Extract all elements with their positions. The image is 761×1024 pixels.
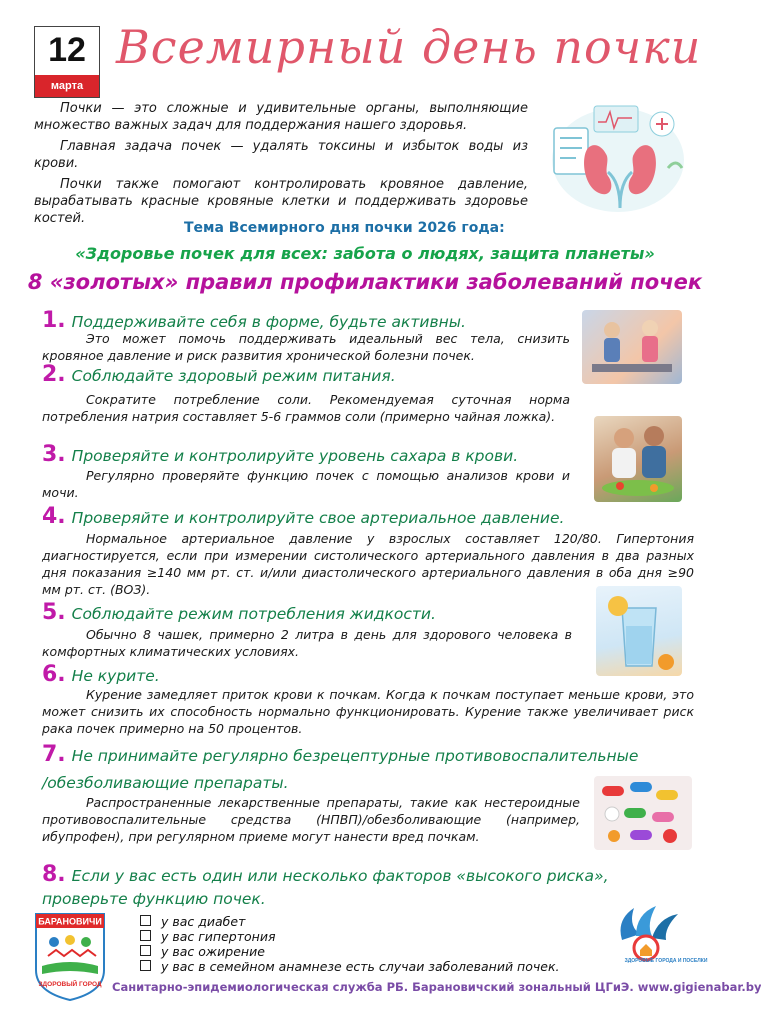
date-month: марта xyxy=(35,75,99,97)
checkbox-icon xyxy=(140,960,151,971)
rule-3-body xyxy=(42,467,570,501)
rule-heading-text: Проверяйте и контролируйте уровень сахара в крови. xyxy=(71,447,519,465)
rule-7-body xyxy=(42,794,580,845)
rule-heading-text: Поддерживайте себя в форме, будьте активны. xyxy=(71,313,466,331)
rule-body-text: Нормальное артериальное давление у взрослых составляет 120/80. Гипертония диагностируется, если при измерении систолического артериального давления в два разных дня показания ≥140 мм рт. ст. и/или диастолического артериального давления в оба дня ≥90 мм рт. ст. (ВОЗ). xyxy=(42,531,694,597)
rule-8-heading xyxy=(42,862,609,887)
checklist-item xyxy=(140,944,559,959)
rule-body-text: Регулярно проверяйте функцию почек с помощью анализов крови и мочи. xyxy=(42,468,570,500)
theme-label: Тема Всемирного дня почки 2026 года: xyxy=(184,220,505,236)
rule-number: 2. xyxy=(42,362,66,387)
rule-4-heading xyxy=(42,504,564,529)
rule-7-heading-cont: /обезболивающие препараты. xyxy=(42,774,289,792)
rule-number: 3. xyxy=(42,442,66,467)
checklist-text: у вас ожирение xyxy=(161,944,265,959)
rule-body-text: Курение замедляет приток крови к почкам. Когда к почкам поступает меньше крови, это может снизить их способность нормально функционировать. Курение также увеличивает риск рака почек примерно на 50 процентов. xyxy=(42,687,694,736)
rule-3-heading xyxy=(42,442,518,467)
baranovichi-logo xyxy=(34,912,106,1002)
rule-number: 5. xyxy=(42,600,66,625)
checklist-item xyxy=(140,914,559,929)
rule-5-body xyxy=(42,626,572,660)
intro-text: Главная задача почек — удалять токсины и избыток воды из крови. xyxy=(34,139,528,171)
rule-number: 7. xyxy=(42,742,66,767)
rule-heading-text: Не принимайте регулярно безрецептурные противовоспалительные xyxy=(71,747,639,765)
checklist-text: у вас гипертония xyxy=(161,929,276,944)
date-badge xyxy=(34,26,100,98)
rule-5-heading xyxy=(42,600,436,625)
intro-paragraph-1 xyxy=(34,100,528,134)
healthy-cities-logo xyxy=(606,900,708,974)
rules-title: 8 «золотых» правил профилактики заболеваний почек xyxy=(27,270,703,294)
pills-photo xyxy=(594,776,692,850)
rule-number: 1. xyxy=(42,308,66,333)
checklist-item xyxy=(140,929,559,944)
logo-left-top: БАРАНОВИЧИ xyxy=(38,916,102,927)
rule-heading-text: Если у вас есть один или несколько факторов «высокого риска», xyxy=(71,867,609,885)
theme-text: «Здоровье почек для всех: забота о людях, защита планеты» xyxy=(75,244,655,263)
checkbox-icon xyxy=(140,945,151,956)
rule-heading-text: Проверяйте и контролируйте свое артериальное давление. xyxy=(71,509,565,527)
healthy-food-photo xyxy=(594,416,682,502)
checkbox-icon xyxy=(140,915,151,926)
rule-number: 6. xyxy=(42,662,66,687)
page-title: Всемирный день почки xyxy=(116,20,702,74)
date-day: 12 xyxy=(48,31,86,69)
rule-body-text: Сократите потребление соли. Рекомендуемая суточная норма потребления натрия составляет 5-6 граммов соли (примерно чайная ложка). xyxy=(42,392,570,424)
rule-6-heading xyxy=(42,662,160,687)
rule-1-body xyxy=(42,330,570,364)
rule-number: 8. xyxy=(42,862,66,887)
rule-2-heading xyxy=(42,362,396,387)
kidney-illustration xyxy=(540,98,690,216)
logo-left-bottom: ЗДОРОВЫЙ ГОРОД xyxy=(38,981,102,988)
rule-heading-text: Соблюдайте здоровый режим питания. xyxy=(71,367,396,385)
checklist-item xyxy=(140,959,559,974)
rule-body-text: Это может помочь поддерживать идеальный вес тела, снизить кровяное давление и риск развития хронической болезни почек. xyxy=(42,331,570,363)
logo-right-text: ЗДОРОВЫЕ ГОРОДА И ПОСЕЛКИ xyxy=(624,958,708,964)
rule-body-text: Распространенные лекарственные препараты, такие как нестероидные противовоспалительные средства (НПВП)/обезболивающие (например, ибупрофен), при регулярном приеме могут нанести вред почкам. xyxy=(42,795,580,844)
exercise-photo xyxy=(582,310,682,384)
rule-heading-text: Соблюдайте режим потребления жидкости. xyxy=(71,605,436,623)
water-glass-photo xyxy=(596,586,682,676)
rule-2-body xyxy=(42,391,570,425)
rule-body-text: Обычно 8 чашек, примерно 2 литра в день для здорового человека в комфортных климатических условиях. xyxy=(42,627,572,659)
rule-heading-text: Не курите. xyxy=(71,667,160,685)
rule-number: 4. xyxy=(42,504,66,529)
rule-8-heading-cont: проверьте функцию почек. xyxy=(42,890,266,908)
footer-text: Санитарно-эпидемиологическая служба РБ. Барановичский зональный ЦГиЭ. www.gigienabar.by xyxy=(112,980,761,994)
risk-checklist xyxy=(140,914,559,974)
checkbox-icon xyxy=(140,930,151,941)
intro-paragraph-2 xyxy=(34,138,528,172)
rule-6-body xyxy=(42,686,694,737)
checklist-text: у вас диабет xyxy=(161,914,246,929)
rule-7-heading xyxy=(42,742,638,767)
checklist-text: у вас в семейном анамнезе есть случаи заболеваний почек. xyxy=(161,959,560,974)
intro-text: Почки также помогают контролировать кровяное давление, вырабатывать красные кровяные клетки и поддерживать здоровье костей. xyxy=(34,177,528,226)
intro-text: Почки — это сложные и удивительные органы, выполняющие множество важных задач для поддержания нашего здоровья. xyxy=(34,101,528,133)
